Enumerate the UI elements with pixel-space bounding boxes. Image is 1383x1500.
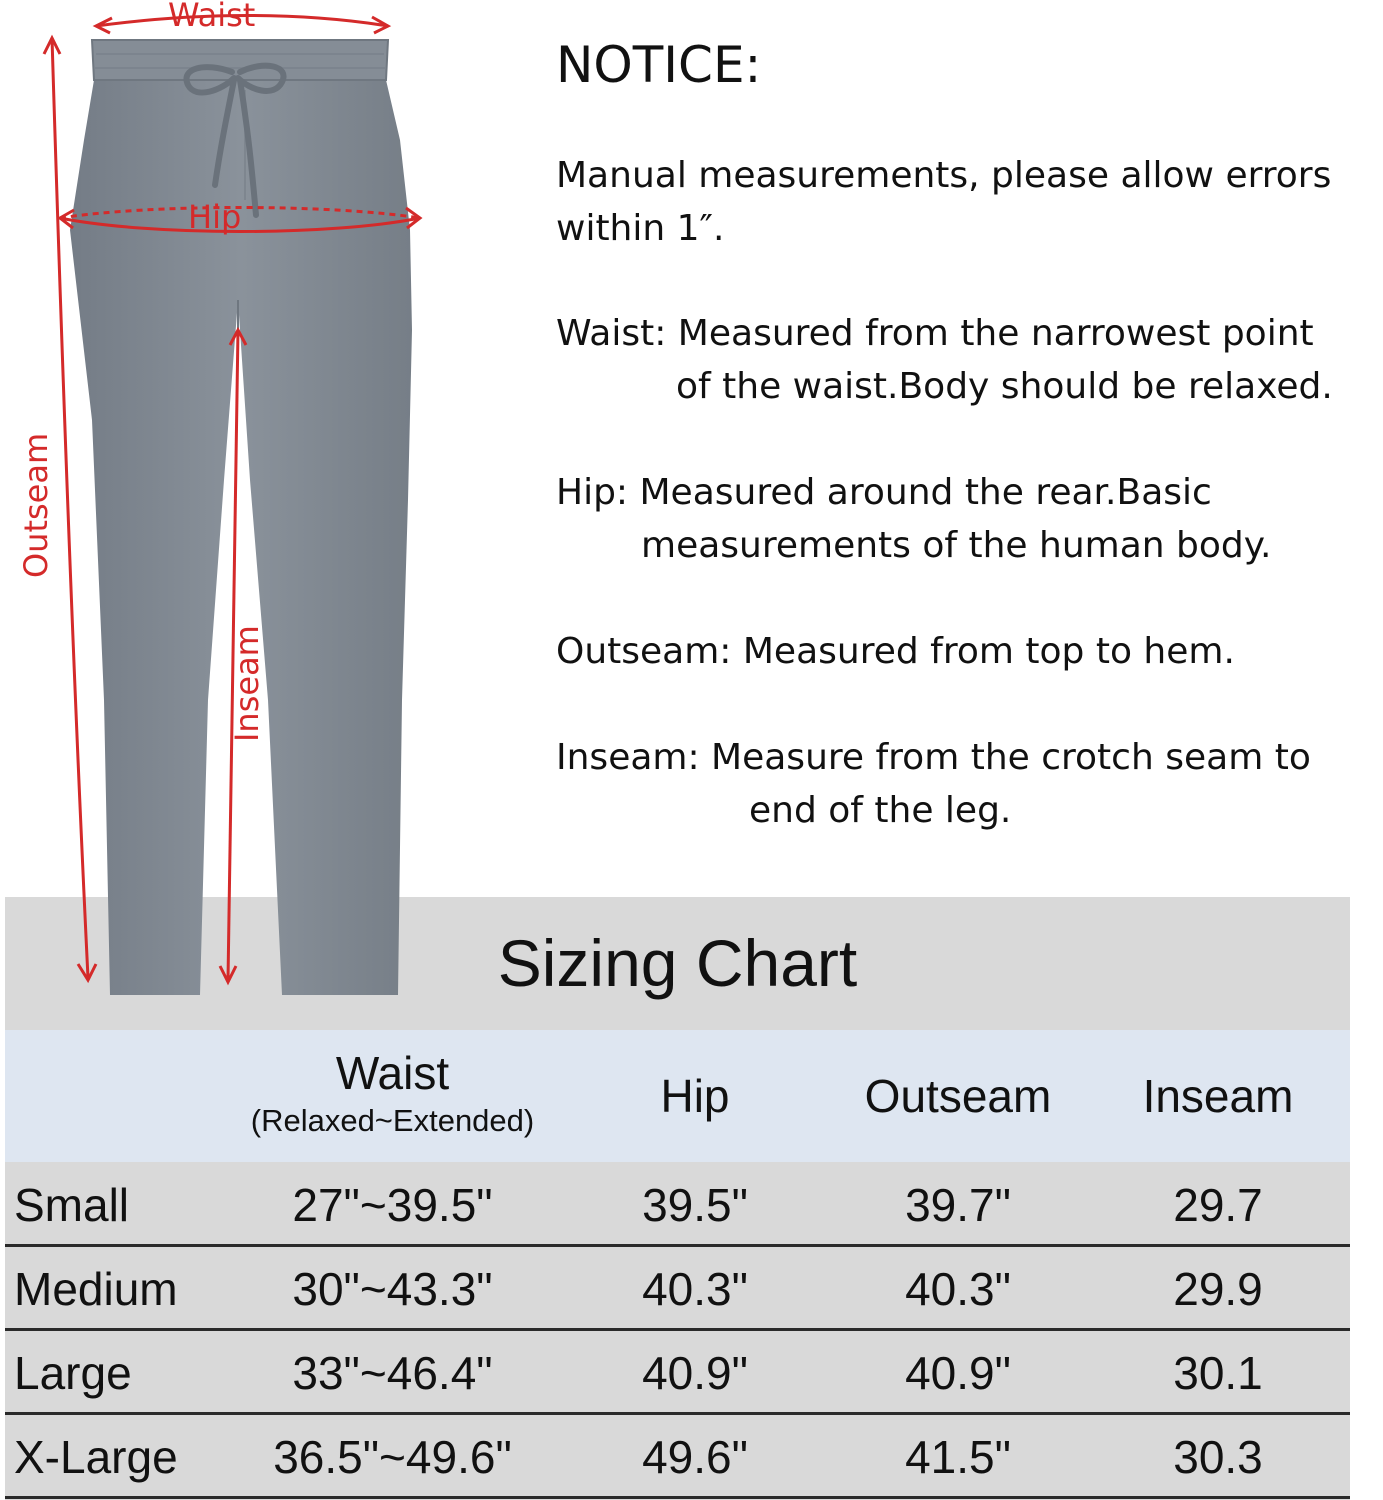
note-line: Inseam: Measure from the crotch seam to — [556, 737, 1311, 778]
hip-cell: 40.3" — [642, 1263, 748, 1315]
header-inseam-label: Inseam — [1142, 1070, 1294, 1122]
table-row — [5, 1246, 1350, 1331]
note-line: Manual measurements, please allow errors — [556, 155, 1332, 196]
hip-cell: 49.6" — [642, 1431, 748, 1483]
outseam-cell: 39.7" — [905, 1179, 1011, 1231]
size-cell: Large — [14, 1347, 132, 1399]
note-manual — [556, 149, 1331, 255]
header-outseam — [838, 1030, 1078, 1162]
inseam-cell: 30.1 — [1173, 1347, 1263, 1399]
header-waist-sub: (Relaxed~Extended) — [250, 1103, 535, 1138]
outseam-label: Outseam — [17, 432, 55, 578]
notice-title: NOTICE: — [556, 36, 762, 94]
inseam-label: Inseam — [228, 625, 266, 742]
note-line: Outseam: Measured from top to hem. — [556, 631, 1235, 672]
note-hip — [556, 466, 1271, 572]
waist-cell: 36.5"~49.6" — [273, 1431, 512, 1483]
size-cell: Small — [14, 1179, 130, 1231]
header-hip — [595, 1030, 795, 1162]
sizing-chart-title: Sizing Chart — [497, 926, 858, 1000]
pants-shape — [70, 40, 412, 995]
header-inseam — [1118, 1030, 1318, 1162]
note-line: of the waist.Body should be relaxed. — [676, 366, 1333, 407]
inseam-cell: 29.7 — [1173, 1179, 1263, 1231]
table-row — [5, 1330, 1350, 1415]
outseam-cell: 40.3" — [905, 1263, 1011, 1315]
waist-cell: 33"~46.4" — [292, 1347, 493, 1399]
note-line: measurements of the human body. — [641, 525, 1272, 566]
table-row — [5, 1162, 1350, 1247]
pants-illustration — [0, 0, 560, 1010]
note-outseam — [556, 625, 1235, 678]
waist-label: Waist — [168, 0, 256, 34]
header-waist — [195, 1030, 590, 1162]
waist-cell: 30"~43.3" — [292, 1263, 493, 1315]
outseam-cell: 40.9" — [905, 1347, 1011, 1399]
size-cell: X-Large — [14, 1431, 178, 1483]
hip-cell: 40.9" — [642, 1347, 748, 1399]
note-line: end of the leg. — [749, 790, 1012, 831]
header-outseam-label: Outseam — [864, 1070, 1052, 1122]
note-waist — [556, 307, 1333, 413]
inseam-cell: 30.3 — [1173, 1431, 1263, 1483]
note-inseam — [556, 731, 1311, 837]
hip-cell: 39.5" — [642, 1179, 748, 1231]
note-line: within 1″. — [556, 208, 725, 249]
hip-label: Hip — [188, 198, 242, 236]
waist-cell: 27"~39.5" — [292, 1179, 493, 1231]
outseam-cell: 41.5" — [905, 1431, 1011, 1483]
header-hip-label: Hip — [660, 1070, 730, 1122]
size-cell: Medium — [14, 1263, 178, 1315]
header-waist-label: Waist — [335, 1047, 450, 1099]
inseam-cell: 29.9 — [1173, 1263, 1263, 1315]
note-line: Waist: Measured from the narrowest point — [556, 313, 1314, 354]
table-row — [5, 1414, 1350, 1499]
table-header — [5, 1030, 1350, 1162]
note-line: Hip: Measured around the rear.Basic — [556, 472, 1212, 513]
